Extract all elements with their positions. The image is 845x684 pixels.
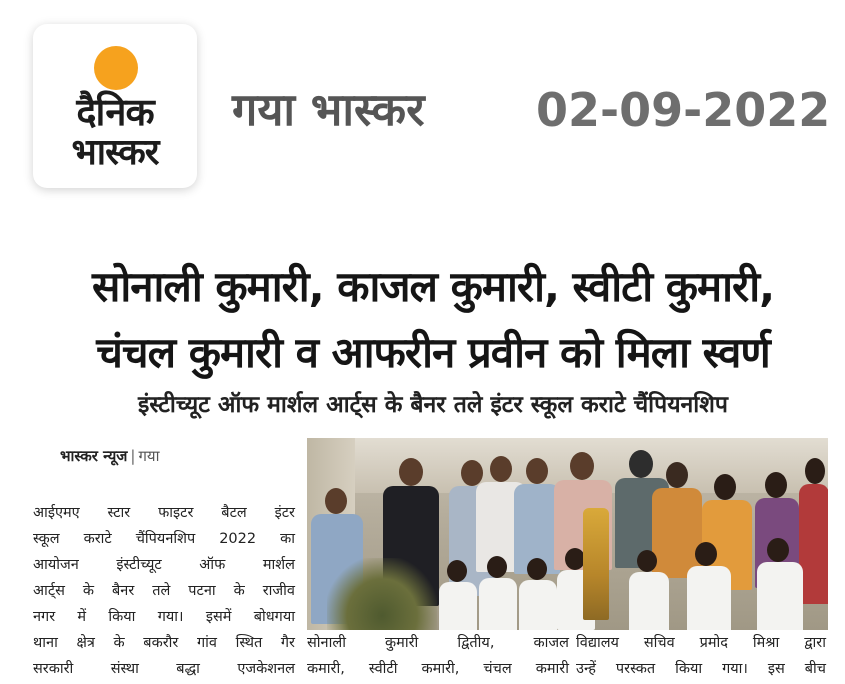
text-line: थाना क्षेत्र के बकरौर गांव स्थित गैर bbox=[33, 635, 295, 651]
text-line: नगर में किया गया। इसमें बोधगया bbox=[33, 609, 295, 625]
byline-source: भास्कर न्यूज bbox=[60, 447, 128, 465]
text-line: उन्हें परस्कत किया गया। इस बीच bbox=[576, 661, 826, 677]
edition-date: 02-09-2022 bbox=[536, 83, 831, 137]
headline-line-1: सोनाली कुमारी, काजल कुमारी, स्वीटी कुमारी, bbox=[91, 262, 775, 311]
text-line: विद्यालय सचिव प्रमोद मिश्रा द्वारा bbox=[576, 635, 826, 651]
news-photo-group bbox=[307, 438, 828, 630]
byline-separator: | bbox=[130, 447, 136, 465]
trophy-icon bbox=[583, 508, 609, 620]
photo-plant bbox=[327, 558, 437, 630]
text-line: आयोजन इंस्टीच्यूट ऑफ मार्शल bbox=[33, 557, 295, 573]
text-line: सोनाली कुमारी द्वितीय, काजल bbox=[307, 635, 569, 651]
text-line: कमारी, स्वीटी कमारी, चंचल कमारी bbox=[307, 661, 569, 677]
text-line: स्कूल कराटे चैंपियनशिप 2022 का bbox=[33, 531, 295, 547]
byline-place: गया bbox=[138, 447, 160, 465]
logo-text-line1: दैनिक bbox=[76, 90, 154, 134]
text-line: सरकारी संस्था बद्धा एजकेशनल bbox=[33, 661, 295, 677]
edition-name: गया भास्कर bbox=[232, 83, 425, 136]
text-line: आर्ट्स के बैनर तले पटना के राजीव bbox=[33, 583, 295, 599]
headline-line-2: चंचल कुमारी व आफरीन प्रवीन को मिला स्वर्ण bbox=[96, 328, 770, 377]
logo-text-line2: भास्कर bbox=[71, 132, 159, 173]
dainik-bhaskar-logo bbox=[33, 24, 197, 188]
byline bbox=[60, 446, 160, 466]
subheadline: इंस्टीच्यूट ऑफ मार्शल आर्ट्स के बैनर तले इंटर स्कूल कराटे चैंपियनशिप bbox=[138, 392, 728, 418]
article-left-column bbox=[33, 500, 295, 682]
logo-sun-icon bbox=[94, 46, 138, 90]
article-middle-column bbox=[307, 630, 569, 682]
article-right-column bbox=[576, 630, 826, 682]
text-line: आईएमए स्टार फाइटर बैटल इंटर bbox=[33, 505, 295, 521]
